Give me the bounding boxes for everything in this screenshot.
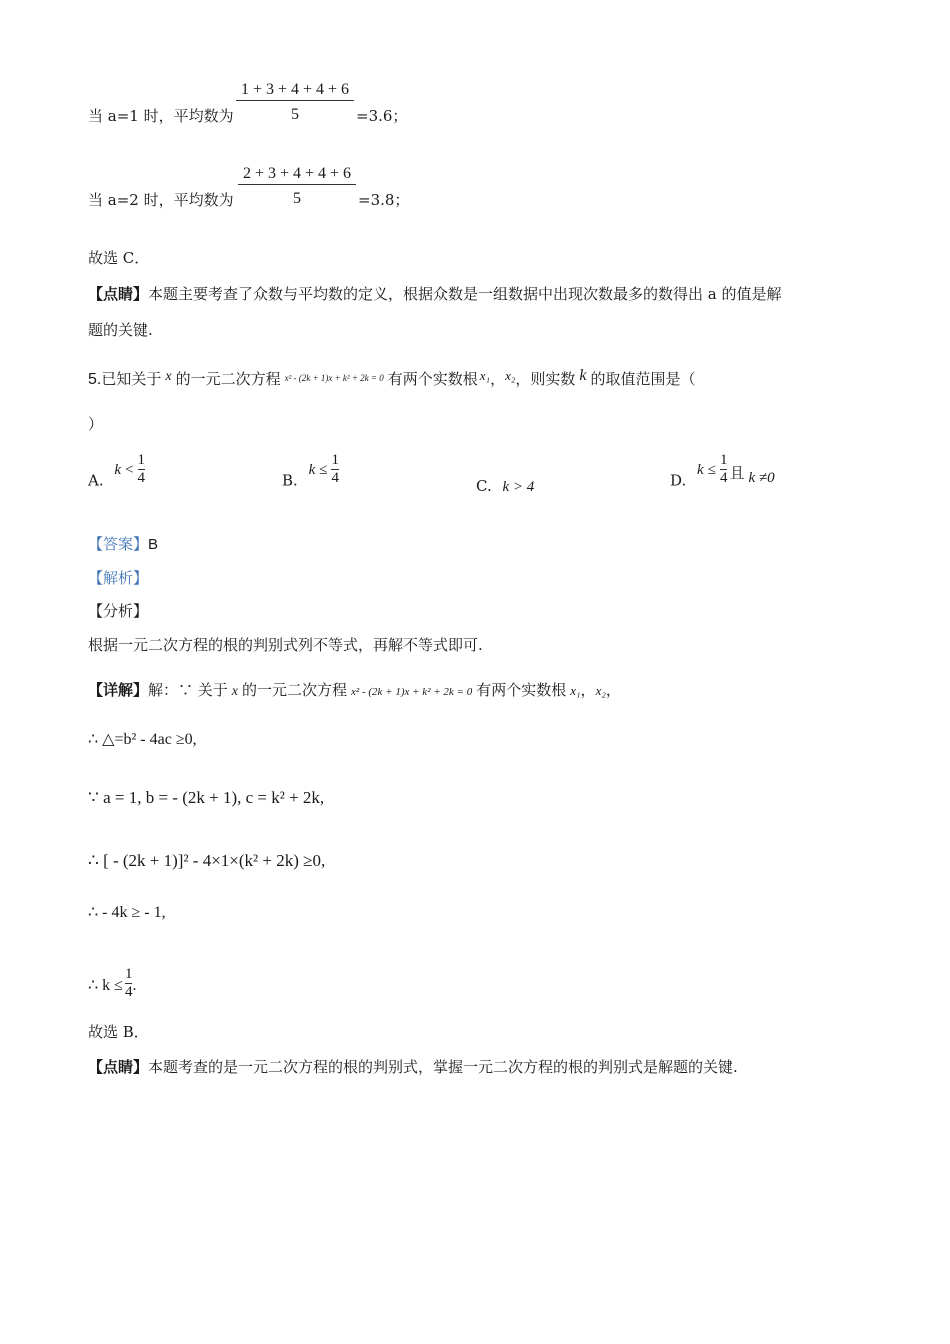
comment1-line2: 题的关键. [88,321,153,339]
question-comma: ， [490,370,506,388]
option-d-label: D. [670,471,687,490]
step-5 [88,966,136,1001]
detail-comma: ， [580,681,596,699]
frac-num: 1 [719,452,728,468]
detail-var-x: x [231,684,239,699]
frac-den: 4 [331,470,339,486]
mean-a1-numerator: 1 + 3 + 4 + 4 + 6 [240,81,350,98]
answer-tag: 【答案】 [88,535,149,553]
question-var-k: k [579,367,587,384]
step-3: ∴ [ - (2k + 1)]² - 4×1×(k² + 2k) ≥0, [88,851,326,870]
question-close-paren: ） [88,415,104,433]
frac-num: 1 [137,452,146,468]
answer-value: B [148,536,159,553]
option-d[interactable] [670,452,775,491]
mean-a2-result: =3.8； [358,191,410,209]
detail-root1: x₁ [570,683,581,698]
comment2-line [88,1057,738,1077]
option-a-relation: < [125,461,134,478]
option-a-fraction [138,452,146,487]
question-root2: x₂ [505,368,516,383]
analysis-tag: 【解析】 [88,569,149,587]
mean-a2-denominator: 5 [293,190,301,207]
option-c-label: C. [476,477,492,495]
comment2-text: 本题考查的是一元二次方程的根的判别式，掌握一元二次方程的根的判别式是解题的关键. [148,1058,738,1076]
answer-line [88,534,158,555]
comment1-line1 [88,284,782,304]
fenxi-tag: 【分析】 [88,602,149,620]
detail-line [88,680,621,702]
option-d-relation: ≤ [707,461,716,478]
mean-a2-line [88,190,234,210]
select-b-text: 故选 B． [88,1023,149,1041]
question-text3: 有两个实数根 [387,370,478,388]
frac-den: 4 [137,470,146,486]
mean-a1-prefix: 当 a=1 时，平均数为 [88,107,234,125]
option-d-k: k [697,461,704,478]
frac-num: 1 [331,452,339,468]
question-var-x: x [165,369,172,384]
detail-tag: 【详解】 [88,681,149,699]
step-1: ∴ △=b² - 4ac ≥0, [88,731,197,748]
mean-a2-fraction [238,164,356,209]
detail-text1: 解：∵ 关于 [148,681,228,699]
mean-a1-result: =3.6； [356,107,408,125]
question-equation: x² - (2k + 1)x + k² + 2k = 0 [284,373,384,383]
detail-root2: x₂ [595,683,606,698]
question-number: 5. [88,371,102,388]
select-c-text: 故选 C． [88,249,150,267]
comment2-tag: 【点睛】 [88,1058,149,1076]
detail-text2: 的一元二次方程 [242,681,348,699]
option-d-and: 且 [729,463,745,482]
fraction-bar [238,184,356,185]
mean-a1-line [88,106,234,126]
option-a-label: A. [88,471,104,490]
comment1-tag: 【点睛】 [88,285,149,303]
step-5-prefix: ∴ k ≤ [88,977,123,994]
option-b-k: k [308,461,316,478]
question-5 [88,366,696,390]
fenxi-text: 根据一元二次方程的根的判别式列不等式，再解不等式即可. [88,636,483,654]
option-b-fraction [331,452,339,487]
question-text5: 的取值范围是（ [590,370,696,388]
option-a[interactable] [88,452,145,491]
mean-a1-fraction [236,80,354,125]
question-text1: 已知关于 [101,370,162,388]
mean-a1-denominator: 5 [291,106,299,123]
detail-end: ， [605,681,621,699]
option-b-label: B. [282,471,298,490]
step-4: ∴ - 4k ≥ - 1, [88,904,166,921]
option-b-relation: ≤ [319,461,328,478]
frac-den: 4 [124,984,133,1000]
step-2: ∵ a = 1, b = - (2k + 1), c = k² + 2k, [88,788,325,807]
frac-den: 4 [719,470,728,486]
option-d-tail: k ≠0 [748,469,775,486]
question-root1: x₁ [479,368,491,383]
detail-text3: 有两个实数根 [476,681,567,699]
mean-a2-prefix: 当 a=2 时，平均数为 [88,191,234,209]
step-5-end: . [132,977,137,994]
detail-equation: x² - (2k + 1)x + k² + 2k = 0 [351,686,473,698]
option-c[interactable] [476,476,534,497]
comment1-text1: 本题主要考查了众数与平均数的定义，根据众数是一组数据中出现次数最多的数得出 a 的值是解 [148,285,782,303]
option-b[interactable] [282,452,339,491]
option-c-expression: k > 4 [502,479,535,495]
question-text4: ，则实数 [515,370,576,388]
question-text2: 的一元二次方程 [175,370,281,388]
mean-a2-numerator: 2 + 3 + 4 + 4 + 6 [242,165,352,182]
option-a-k: k [114,461,122,478]
frac-num: 1 [124,966,133,982]
fraction-bar [236,100,354,101]
